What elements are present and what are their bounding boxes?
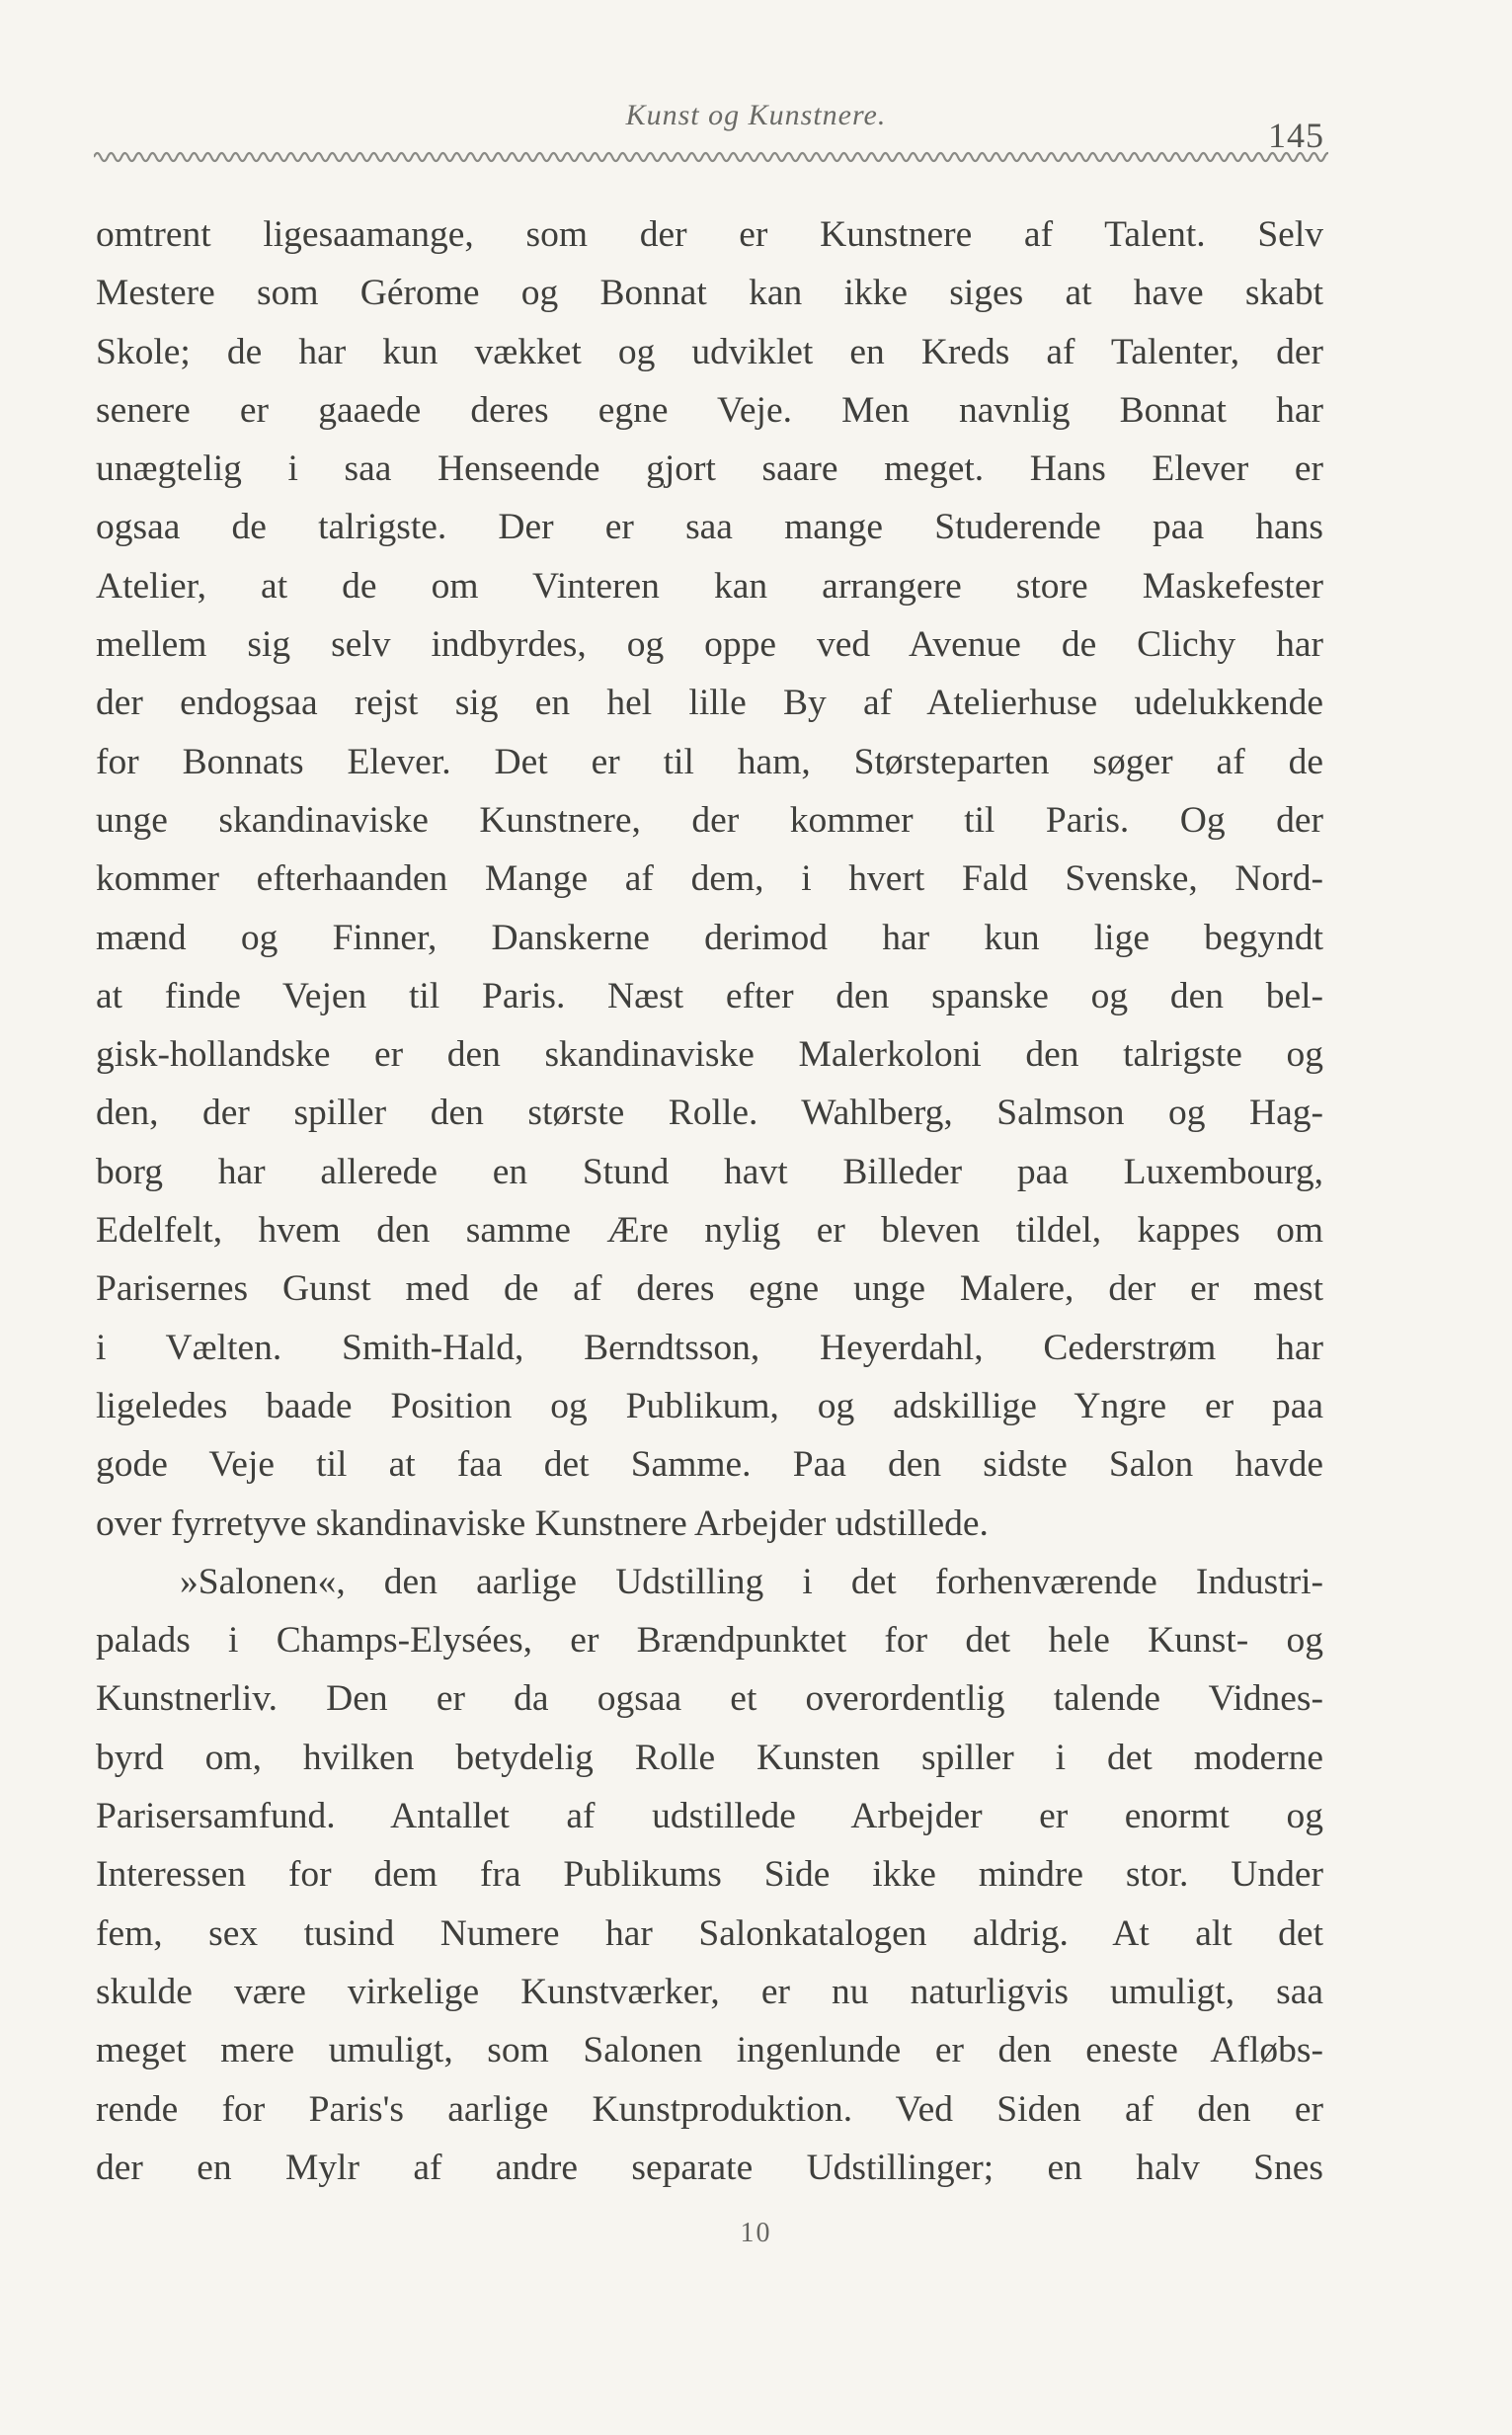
text-line: Edelfelt, hvem den samme Ære nylig er bleven tildel, kappes om xyxy=(96,1210,1323,1252)
signature-mark: 10 xyxy=(740,2218,772,2248)
text-line: senere er gaaede deres egne Veje. Men navnlig Bonnat har xyxy=(96,389,1323,431)
text-line: Parisersamfund. Antallet af udstillede Arbejder er enormt og xyxy=(96,1796,1323,1837)
ornamental-rule xyxy=(94,146,1328,168)
running-title: Kunst og Kunstnere. xyxy=(625,99,887,131)
text-line: ogsaa de talrigste. Der er saa mange Studerende paa hans xyxy=(96,507,1323,548)
page-number: 145 xyxy=(1268,116,1324,155)
text-line: omtrent ligesaamange, som der er Kunstnere af Talent. Selv xyxy=(96,214,1323,255)
text-line: kommer efterhaanden Mange af dem, i hvert Fald Svenske, Nord- xyxy=(96,858,1323,900)
text-line: palads i Champs-Elysées, er Brændpunktet for det hele Kunst- og xyxy=(96,1620,1323,1662)
text-line: Interessen for dem fra Publikums Side ikke mindre stor. Under xyxy=(96,1854,1323,1896)
text-line: der endogsaa rejst sig en hel lille By af Atelierhuse udelukkende xyxy=(96,683,1323,724)
text-line: meget mere umuligt, som Salonen ingenlunde er den eneste Afløbs- xyxy=(96,2030,1323,2071)
text-line: gode Veje til at faa det Samme. Paa den sidste Salon havde xyxy=(96,1444,1323,1486)
text-line: unge skandinaviske Kunstnere, der kommer til Paris. Og der xyxy=(96,799,1323,841)
text-line: Mestere som Gérome og Bonnat kan ikke siges at have skabt xyxy=(96,273,1323,314)
body-text xyxy=(96,205,1323,2197)
text-line: den, der spiller den største Rolle. Wahlberg, Salmson og Hag- xyxy=(96,1093,1323,1134)
running-head xyxy=(0,99,1512,155)
text-line: mellem sig selv indbyrdes, og oppe ved Avenue de Clichy har xyxy=(96,624,1323,666)
text-line: for Bonnats Elever. Det er til ham, Størsteparten søger af de xyxy=(96,741,1323,782)
text-line: Kunstnerliv. Den er da ogsaa et overordentlig talende Vidnes- xyxy=(96,1678,1323,1720)
text-line: at finde Vejen til Paris. Næst efter den spanske og den bel- xyxy=(96,975,1323,1016)
text-line: unægtelig i saa Henseende gjort saare meget. Hans Elever er xyxy=(96,448,1323,490)
text-line: gisk-hollandske er den skandinaviske Malerkoloni den talrigste og xyxy=(96,1034,1323,1076)
text-line: Parisernes Gunst med de af deres egne unge Malere, der er mest xyxy=(96,1268,1323,1310)
text-line: i Vælten. Smith-Hald, Berndtsson, Heyerdahl, Cederstrøm har xyxy=(96,1327,1323,1368)
text-line: »Salonen«, den aarlige Udstilling i det forhenværende Industri- xyxy=(180,1561,1323,1602)
text-line: ligeledes baade Position og Publikum, og adskillige Yngre er paa xyxy=(96,1385,1323,1426)
text-line: borg har allerede en Stund havt Billeder paa Luxembourg, xyxy=(96,1151,1323,1192)
text-line: skulde være virkelige Kunstværker, er nu naturligvis umuligt, saa xyxy=(96,1971,1323,2012)
text-line: over fyrretyve skandinaviske Kunstnere Arbejder udstillede. xyxy=(96,1502,989,1544)
text-line: Atelier, at de om Vinteren kan arrangere store Maskefester xyxy=(96,565,1323,607)
text-line: byrd om, hvilken betydelig Rolle Kunsten spiller i det moderne xyxy=(96,1737,1323,1778)
text-line: rende for Paris's aarlige Kunstproduktion. Ved Siden af den er xyxy=(96,2088,1323,2130)
text-line: Skole; de har kun vækket og udviklet en Kreds af Talenter, der xyxy=(96,331,1323,372)
text-line: der en Mylr af andre separate Udstillinger; en halv Snes xyxy=(96,2147,1323,2188)
text-line: fem, sex tusind Numere har Salonkatalogen aldrig. At alt det xyxy=(96,1912,1323,1954)
text-line: mænd og Finner, Danskerne derimod har kun lige begyndt xyxy=(96,917,1323,958)
